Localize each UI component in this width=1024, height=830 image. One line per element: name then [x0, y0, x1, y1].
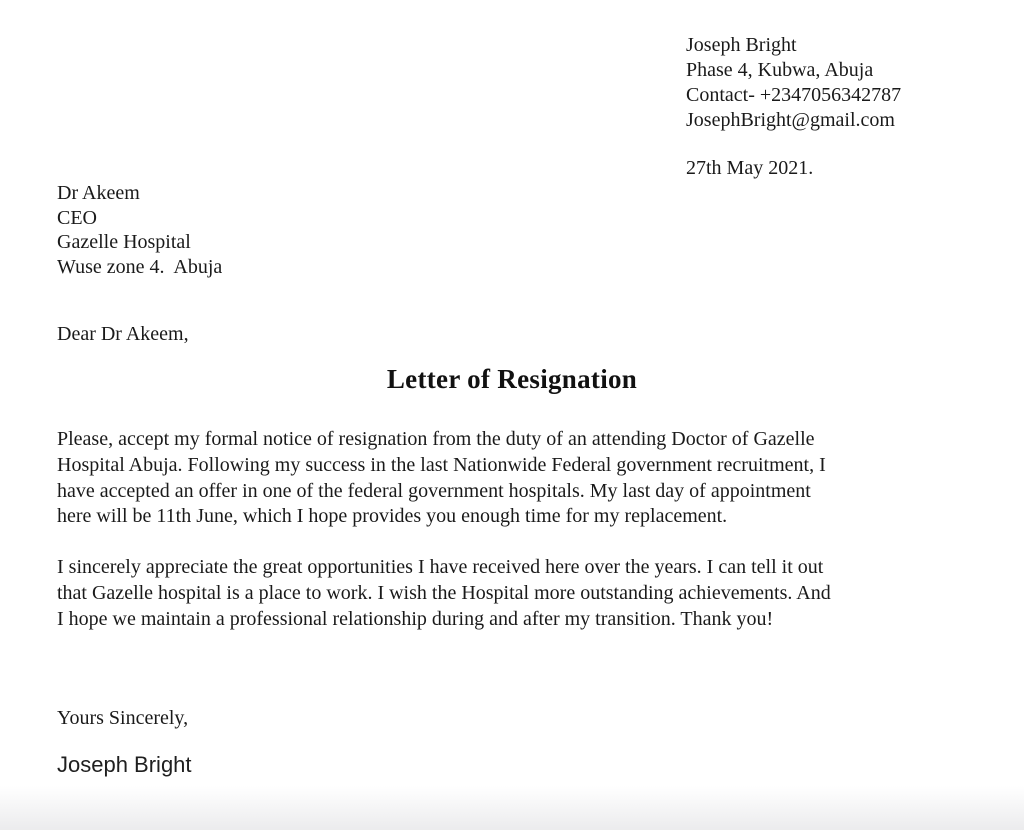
recipient-organization: Gazelle Hospital — [57, 231, 191, 253]
paragraph-line: Please, accept my formal notice of resignation from the duty of an attending Doctor of Gazelle — [57, 428, 815, 450]
paragraph-line: have accepted an offer in one of the federal government hospitals. My last day of appointment — [57, 479, 811, 502]
paragraph-line: Hospital Abuja. Following my success in the last Nationwide Federal government recruitment, I — [57, 453, 826, 476]
recipient-role: CEO — [57, 206, 97, 229]
salutation: Dear Dr Akeem, — [57, 323, 189, 345]
closing: Yours Sincerely, — [57, 707, 189, 729]
sender-block — [686, 33, 901, 133]
body-paragraph-1 — [57, 427, 826, 530]
letter-date: 27th May 2021. — [686, 157, 814, 179]
paragraph-line: I sincerely appreciate the great opportunities I have received here over the years. I can tell it out — [57, 556, 824, 578]
paragraph-line: that Gazelle hospital is a place to work. I wish the Hospital more outstanding achievements. And — [57, 581, 831, 604]
sender-name: Joseph Bright — [686, 34, 797, 56]
recipient-block — [57, 181, 222, 279]
recipient-address: Wuse zone 4. Abuja — [57, 255, 223, 278]
paragraph-line: here will be 11th June, which I hope provides you enough time for my replacement. — [57, 505, 728, 528]
sender-address: Phase 4, Kubwa, Abuja — [686, 59, 874, 81]
signature-name: Joseph Bright — [57, 752, 192, 777]
sender-email: JosephBright@gmail.com — [686, 109, 895, 131]
bottom-fade-shadow — [0, 786, 1024, 830]
sender-contact: Contact- +2347056342787 — [686, 84, 902, 106]
body-paragraph-2 — [57, 555, 831, 632]
paragraph-line: I hope we maintain a professional relationship during and after my transition. Thank you! — [57, 607, 774, 630]
letter-title: Letter of Resignation — [386, 364, 638, 394]
recipient-name: Dr Akeem — [57, 182, 140, 204]
